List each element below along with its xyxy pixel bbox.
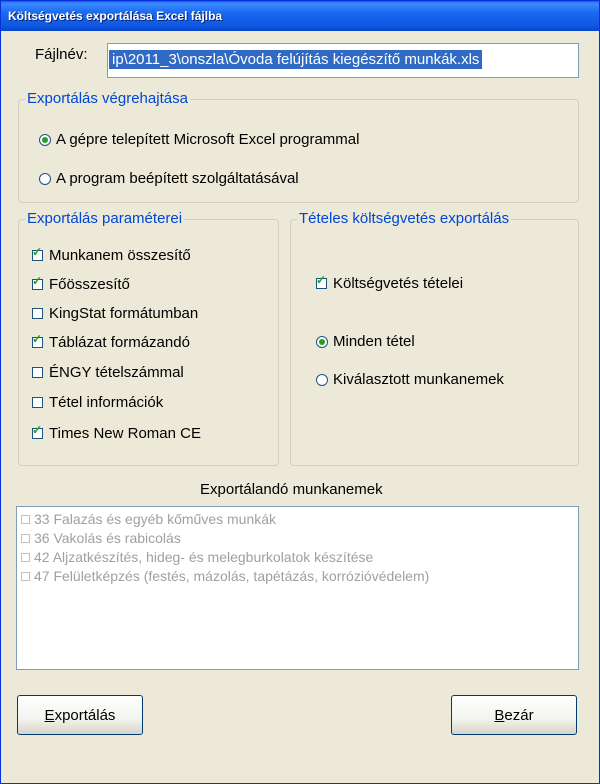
list-item[interactable]	[21, 568, 429, 584]
radio-button[interactable]	[39, 173, 51, 185]
checkbox-tetel-informaciok[interactable]	[32, 394, 163, 411]
itemized-legend: Tételes költségvetés exportálás	[299, 210, 510, 227]
checkbox-times-new-roman[interactable]	[32, 425, 201, 442]
radio-excel-program[interactable]	[39, 131, 359, 148]
worktypes-list[interactable]	[16, 506, 579, 670]
checkbox[interactable]	[32, 308, 43, 319]
checkbox[interactable]	[21, 572, 30, 581]
checkbox-label: Főösszesítő	[49, 276, 130, 293]
checkbox[interactable]: ✓	[32, 332, 43, 346]
export-button[interactable]	[17, 695, 143, 735]
checkbox-tablazat-formazando[interactable]	[32, 334, 190, 351]
list-item[interactable]	[21, 530, 181, 546]
export-label-rest: xportálás	[54, 706, 116, 724]
checkbox-kingstat[interactable]	[32, 305, 198, 322]
checkbox-label: Táblázat formázandó	[49, 334, 190, 351]
radio-label: Kiválasztott munkanemek	[333, 371, 504, 388]
checkbox[interactable]: ✓	[316, 273, 327, 287]
filename-input[interactable]	[107, 43, 579, 78]
list-item[interactable]	[21, 511, 276, 527]
checkbox-munkanem-osszesito[interactable]	[32, 247, 191, 264]
list-item-label: 47 Felületképzés (festés, mázolás, tapétázás, korrózióvédelem)	[34, 568, 430, 584]
list-item-label: 42 Aljzatkészítés, hideg- és melegburkolatok készítése	[34, 549, 374, 565]
worktypes-title: Exportálandó munkanemek	[200, 481, 383, 498]
checkbox[interactable]	[32, 367, 43, 378]
list-item-label: 33 Falazás és egyéb kőműves munkák	[34, 511, 277, 527]
radio-button[interactable]	[316, 336, 328, 348]
list-item[interactable]	[21, 549, 373, 565]
checkbox[interactable]	[21, 553, 30, 562]
radio-button[interactable]	[316, 374, 328, 386]
checkbox-label: KingStat formátumban	[49, 305, 199, 322]
close-label-rest: ezár	[504, 706, 534, 724]
checkbox-engy[interactable]	[32, 364, 184, 381]
close-button[interactable]	[451, 695, 577, 735]
checkbox-label: Tétel információk	[49, 394, 164, 411]
list-item-label: 36 Vakolás és rabicolás	[34, 530, 181, 546]
export-accel: E	[44, 706, 55, 724]
radio-kivalasztott-munkanemek[interactable]	[316, 371, 504, 388]
radio-label: Minden tétel	[333, 333, 415, 350]
params-legend: Exportálás paraméterei	[27, 210, 183, 227]
checkbox[interactable]	[21, 515, 30, 524]
checkbox-label: Times New Roman CE	[49, 425, 201, 442]
checkbox-label: ÉNGY tételszámmal	[49, 364, 184, 381]
checkbox-label: Költségvetés tételei	[333, 275, 464, 292]
radio-label: A program beépített szolgáltatásával	[56, 170, 299, 187]
execution-group	[18, 90, 579, 203]
filename-value: ip\2011_3\onszla\Óvoda felújítás kiegészítő munkák.xls	[109, 50, 482, 69]
checkbox-label: Munkanem összesítő	[49, 247, 191, 264]
checkbox[interactable]: ✓	[32, 423, 43, 437]
radio-minden-tetel[interactable]	[316, 333, 415, 350]
checkbox-foosszesito[interactable]	[32, 276, 130, 293]
checkbox[interactable]	[21, 534, 30, 543]
checkbox[interactable]: ✓	[32, 245, 43, 259]
filename-label: Fájlnév:	[35, 46, 88, 63]
checkbox[interactable]	[32, 397, 43, 408]
radio-builtin-service[interactable]	[39, 170, 299, 187]
close-accel: B	[494, 706, 505, 724]
execution-legend: Exportálás végrehajtása	[27, 90, 188, 107]
checkbox[interactable]: ✓	[32, 274, 43, 288]
window-title: Költségvetés exportálása Excel fájlba	[8, 9, 223, 23]
title-bar[interactable]	[1, 1, 599, 31]
checkbox-koltsegvetes-tetelei[interactable]	[316, 275, 463, 292]
radio-label: A gépre telepített Microsoft Excel programmal	[56, 131, 360, 148]
radio-button[interactable]	[39, 134, 51, 146]
